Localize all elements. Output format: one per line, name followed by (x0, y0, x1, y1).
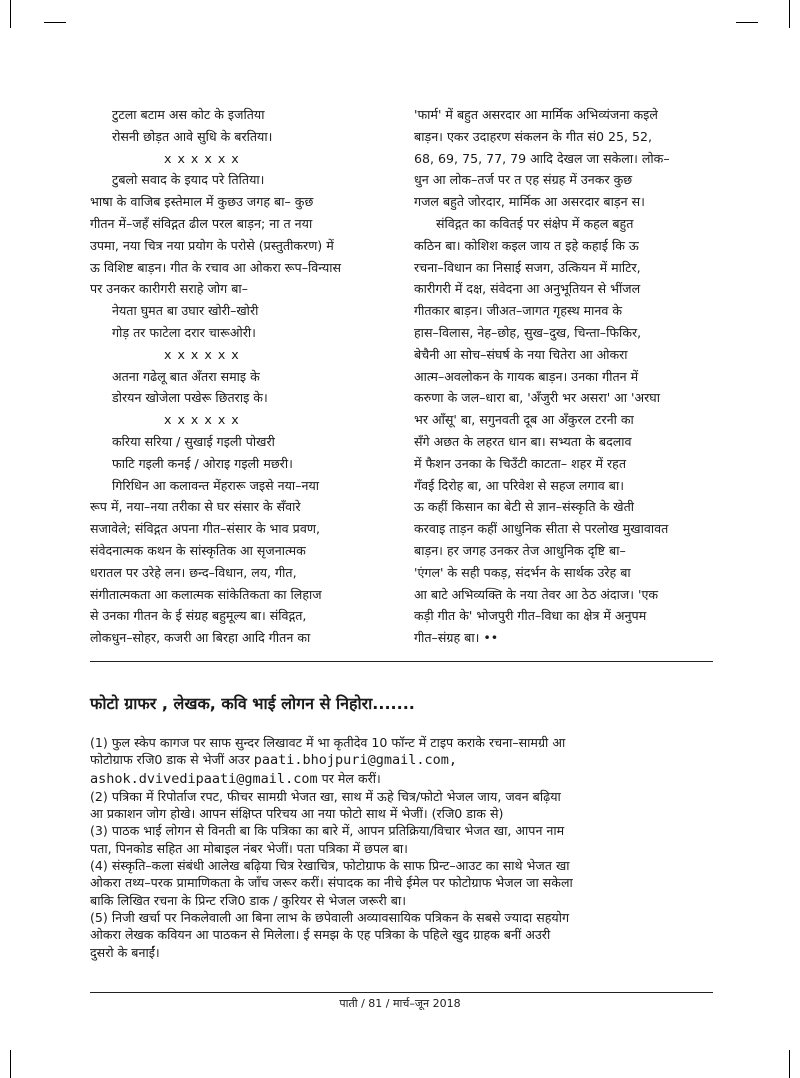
verse-line: अतना गढेलू बात अँतरा समाइ के (112, 368, 260, 384)
notice-line: ओकरा लेखक कवियन आ पाठकन से मिलेला। ई समझ के एह पत्रिका के पहिले खुद ग्राहक बनीं अउरी (90, 927, 551, 943)
verse-separator: x x x x x x (164, 346, 240, 362)
prose-line: 'फार्म' में बहुत असरदार आ मार्मिक अभिव्यंजना कइले (414, 107, 658, 122)
prose-line: गिरिधिन आ कलावन्त मेंहरारू जइसे नया–नया (112, 477, 320, 493)
prose-line: रचना–विधान का निसाई सजग, उत्कियन में माटिर, (414, 259, 641, 275)
section-divider (90, 661, 713, 662)
prose-line: ऊ कहीं किसान का बेटी से ज्ञान–संस्कृति के खेती (414, 499, 635, 515)
prose-line: करवाइ ताड़न कहीं आधुनिक सीता से परलोख मुखावावत (414, 521, 669, 537)
notice-line: दुसरो के बनाईं। (90, 944, 160, 960)
prose-line: गीत–संग्रह बा। •• (414, 630, 499, 646)
notice-line-text: पर मेल करीं। (317, 770, 381, 786)
notice-line (90, 751, 714, 769)
prose-line: कठिन बा। कोशिश कइल जाय त इहे कहाई कि ऊ (414, 237, 639, 253)
left-column (90, 104, 386, 649)
verse-line: फाटि गइली कनई / ओराइ गइली मछरी। (112, 455, 293, 471)
prose-line: बेचैनी आ सोच–संघर्ष के नया चितेरा आ ओकरा (414, 346, 628, 362)
prose-line: गँवई दिरोह बा, आ परिवेश से सहज लगाव बा। (414, 477, 624, 493)
prose-line: उपमा, नया चित्र नया प्रयोग के परोसे (प्रस्तुतीकरण) में (90, 237, 334, 253)
page-footer: पाती / 81 / मार्च–जून 2018 (339, 997, 461, 1010)
prose-line: लोकधुन–सोहर, कजरी आ बिरहा आदि गीतन का (90, 630, 311, 646)
prose-line: कारीगरी में दक्ष, संवेदना आ अनुभूतियन से भींजल (414, 281, 641, 297)
crop-mark-top-right-h (736, 22, 758, 23)
crop-mark-bottom-left (10, 1050, 11, 1078)
prose-line: 68, 69, 75, 77, 79 आदि देखल जा सकेला। लोक– (414, 150, 670, 166)
right-column (414, 104, 712, 649)
notice-line-text: फोटोग्राफ रजि0 डाक से भेजीं अउर (90, 752, 250, 768)
notice-line (90, 770, 714, 788)
prose-line: आत्म–अवलोकन के गायक बाड़न। उनका गीतन में (414, 368, 639, 384)
prose-line: रूप में, नया–नया तरीका से घर संसार के सँवारे (90, 499, 301, 515)
notice-line: (4) संस्कृति–कला संबंधी आलेख बढ़िया चित्र रेखाचित्र, फोटोग्राफ के साफ प्रिन्ट–आउट का साथे भेजत खा (90, 858, 570, 874)
footer-divider (90, 992, 713, 993)
verse-line: रोसनी छोड़त आवे सुधि के बरतिया। (112, 128, 273, 144)
notice-line: ओकरा तथ्य–परक प्रामाणिकता के जाँच जरूर करीं। संपादक का नीचे ईमेल पर फोटोग्राफ भेजल जा सकेला (90, 875, 573, 891)
notice-line: बाकि लिखित रचना के प्रिन्ट रजि0 डाक / कुरियर से भेजल जरूरी बा। (90, 892, 407, 908)
notice-line: पता, पिनकोड सहित आ मोबाइल नंबर भेजीं। पता पत्रिका में छपल बा। (90, 840, 408, 856)
verse-separator: x x x x x x (164, 150, 240, 166)
prose-line: हास–विलास, नेह–छोह, सुख–दुख, चिन्ता–फिकिर, (414, 324, 642, 340)
prose-line: भर आँसू' बा, सगुनवती दूब आ अँकुरल टरनी का (414, 412, 634, 428)
prose-line: आ बाटे अभिव्यक्ति के नया तेवर आ ठेठ अंदाज। 'एक (414, 586, 659, 602)
prose-line: धरातल पर उरेहे लन। छन्द–विधान, लय, गीत, (90, 564, 297, 580)
prose-line: सँगे अछत के लहरत धान बा। सभ्यता के बदलाव (414, 433, 632, 449)
prose-line: संगीतात्मकता आ कलात्मक सांकेतिकता का लिहाज (90, 586, 322, 602)
verse-line: करिया सरिया / सुखाई गइली पोखरी (112, 433, 275, 449)
prose-line: में फैशन उनका के चिउँटी काटता– शहर में रहत (414, 455, 627, 471)
verse-line: टुबलो सवाद के इयाद परे तितिया। (112, 172, 265, 188)
prose-line: धुन आ लोक–तर्ज पर त एह संग्रह में उनकर कुछ (414, 172, 633, 188)
prose-line: गीतकार बाड़न। जीअत–जागत गृहस्थ मानव के (414, 303, 623, 319)
prose-line: 'एंगल' के सही पकड़, संदर्भन के सार्थक उरेह बा (414, 564, 631, 580)
notice-line: (5) निजी खर्चा पर निकलेवाली आ बिना लाभ के छपेवाली अव्यावसायिक पत्रिकन के सबसे ज्यादा सहयोग (90, 909, 570, 925)
prose-line: संवेदनात्मक कथन के सांस्कृतिक आ सृजनात्मक (90, 542, 306, 558)
prose-line: गजल बहुते जोरदार, मार्मिक आ असरदार बाड़न स। (414, 194, 645, 210)
crop-mark-bottom-right (789, 1050, 790, 1078)
prose-line: गीतन में–जहँ संविद्गत ढील परल बाड़न; ना त नया (90, 215, 313, 231)
prose-line: सजावेले; संविद्गत अपना गीत–संसार के भाव प्रवण, (90, 521, 320, 537)
email-link-secondary[interactable]: ashok.dvivedipaati@gmail.com (90, 770, 318, 787)
crop-mark-top-right (789, 0, 790, 28)
prose-line: बाड़न। हर जगह उनकर तेज आधुनिक दृष्टि बा– (414, 542, 626, 558)
prose-line: से उनका गीतन के ई संग्रह बहुमूल्य बा। संविद्गत, (90, 608, 307, 624)
prose-line: पर उनकर कारीगरी सराहे जोग बा– (90, 281, 248, 297)
notice-line: आ प्रकाशन जोग होखे। आपन संक्षिप्त परिचय आ नया फोटो साथ में भेजीं। (रजि0 डाक से) (90, 806, 504, 822)
verse-line: गोड़ तर फाटेला दरार चारूओरी। (112, 324, 256, 340)
verse-line: नेयता घुमत बा उघार खोरी–खोरी (112, 303, 259, 319)
crop-mark-top-left-h (44, 22, 66, 23)
prose-line: करुणा के जल–धारा बा, 'अँजुरी भर असरा' आ 'अरघा (414, 390, 660, 406)
verse-line: डोरयन खोजेला पखेरू छितराइ के। (112, 390, 268, 406)
notice-line: (1) फुल स्केप कागज पर साफ सुन्दर लिखावट में भा कृतीदेव 10 फॉन्ट में टाइप कराके रचना–सामग्री आ (90, 735, 566, 750)
email-link-primary[interactable]: paati.bhojpuri@gmail.com, (253, 752, 457, 769)
notice-body (90, 734, 714, 961)
notice-line: (2) पत्रिका में रिपोर्ताज रपट, फीचर सामग्री भेजत खा, साथ में ऊहे चित्र/फोटो भेजल जाय, जवन बढ़िया (90, 788, 561, 804)
prose-line: बाड़न। एकर उदाहरण संकलन के गीत सं0 25, 52, (414, 128, 653, 144)
prose-line: संविद्गत का कवितई पर संक्षेप में कहल बहुत (436, 215, 634, 231)
verse-separator: x x x x x x (164, 412, 240, 428)
prose-line: ऊ विशिष्ट बाड़न। गीत के रचाव आ ओकरा रूप–विन्यास (90, 259, 342, 275)
notice-title: फोटो ग्राफर , लेखक, कवि भाई लोगन से निहोरा....... (90, 694, 415, 713)
prose-line: कड़ी गीत के' भोजपुरी गीत–विधा का क्षेत्र में अनुपम (414, 608, 647, 624)
prose-line: भाषा के वाजिब इस्तेमाल में कुछउ जगह बा– कुछ (90, 194, 314, 210)
verse-line: टुटला बटाम अस कोट के इजतिया (112, 107, 265, 122)
crop-mark-top-left (10, 0, 11, 28)
notice-line: (3) पाठक भाई लोगन से विनती बा कि पत्रिका का बारे में, आपन प्रतिक्रिया/विचार भेजत खा, आपन नाम (90, 823, 565, 839)
